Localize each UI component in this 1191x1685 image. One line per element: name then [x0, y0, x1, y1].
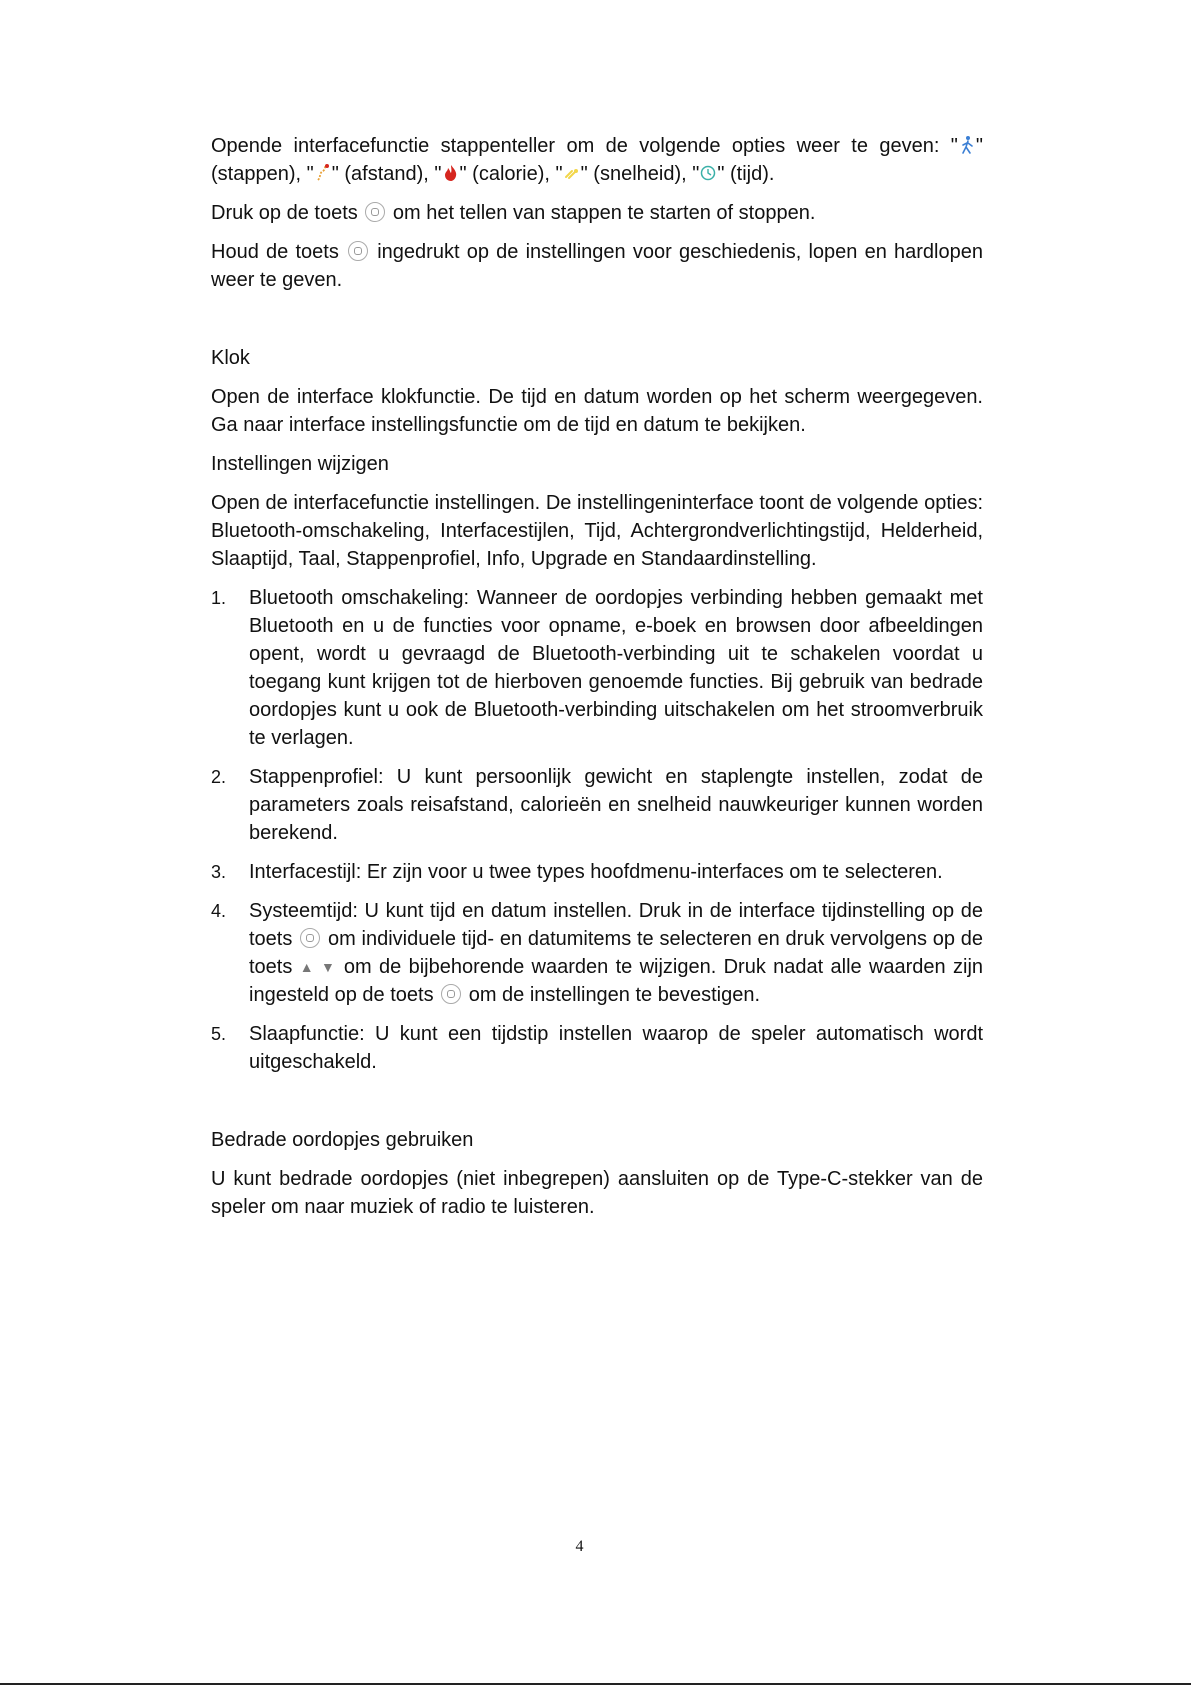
list-item: 4. Systeemtijd: U kunt tijd en datum instellen. Druk in de interface tijdinstelling op de toets om individuele tijd- en datumitems te selecteren en druk vervolgens op de toets ▲ ▼ om de bijbehorende waarden te wijzigen. Druk nadat alle waarden zijn ingesteld op de toets om de instellingen te bevestigen.	[211, 900, 984, 1006]
round-button-icon	[348, 241, 368, 261]
settings-heading: Instellingen wijzigen	[211, 453, 389, 475]
round-button-icon	[300, 928, 320, 948]
klok-paragraph: Open de interface klokfunctie. De tijd en datum worden op het scherm weergegeven. Ga naar interface instellingsfunctie om de tijd en datum te bekijken.	[211, 386, 983, 436]
hold-button-paragraph: Houd de toets ingedrukt op de instellingen voor geschiedenis, lopen en hardlopen weer te geven.	[211, 241, 983, 291]
list-item: 5. Slaapfunctie: U kunt een tijdstip instellen waarop de speler automatisch wordt uitgeschakeld.	[211, 1023, 983, 1073]
round-button-icon	[365, 202, 385, 222]
start-stop-paragraph: Druk op de toets om het tellen van stappen te starten of stoppen.	[211, 202, 816, 224]
page-number: 4	[575, 1538, 584, 1555]
wired-earbuds-heading: Bedrade oordopjes gebruiken	[211, 1129, 474, 1151]
flame-icon	[442, 163, 460, 183]
settings-paragraph: Open de interfacefunctie instellingen. De instellingeninterface toont de volgende opties: Bluetooth-omschakeling, Interfacestijlen, Tijd, Achtergrondverlichtingstijd, Helderheid, Slaaptijd, Taal, Stappenprofiel, Info, Upgrade en Standaardinstelling.	[211, 492, 983, 570]
speed-icon	[563, 163, 581, 183]
clock-icon	[699, 163, 717, 183]
pedometer-paragraph: Opende interfacefunctie stappenteller om de volgende opties weer te geven: " " (stappen), " " (afstand), " " (calorie), " " (snelheid), " " (tijd).	[211, 135, 983, 185]
wired-earbuds-paragraph: U kunt bedrade oordopjes (niet inbegrepen) aansluiten op de Type-C-stekker van de speler om naar muziek of radio te luisteren.	[211, 1168, 983, 1218]
klok-heading: Klok	[211, 347, 250, 369]
distance-icon	[314, 163, 332, 183]
round-button-icon	[441, 984, 461, 1004]
list-item: 2. Stappenprofiel: U kunt persoonlijk gewicht en staplengte instellen, zodat de parameters zoals reisafstand, calorieën en snelheid nauwkeuriger kunnen worden berekend.	[211, 766, 983, 844]
list-item: 3. Interfacestijl: Er zijn voor u twee types hoofdmenu-interfaces om te selecteren.	[211, 861, 943, 883]
walking-person-icon	[958, 135, 976, 155]
up-down-arrow-icon: ▲ ▼	[299, 959, 337, 975]
settings-list	[211, 584, 983, 1076]
list-item: 1. Bluetooth omschakeling: Wanneer de oordopjes verbinding hebben gemaakt met Bluetooth en u de functies voor opname, e-boek en browsen door afbeeldingen opent, wordt u gevraagd de Bluetooth-verbinding uit te schakelen voordat u toegang kunt krijgen tot de hierboven genoemde functies. Bij gebruik van bedrade oordopjes kunt u ook de Bluetooth-verbinding uitschakelen om het stroomverbruik te verlagen.	[211, 587, 983, 749]
document-page	[211, 132, 983, 1232]
